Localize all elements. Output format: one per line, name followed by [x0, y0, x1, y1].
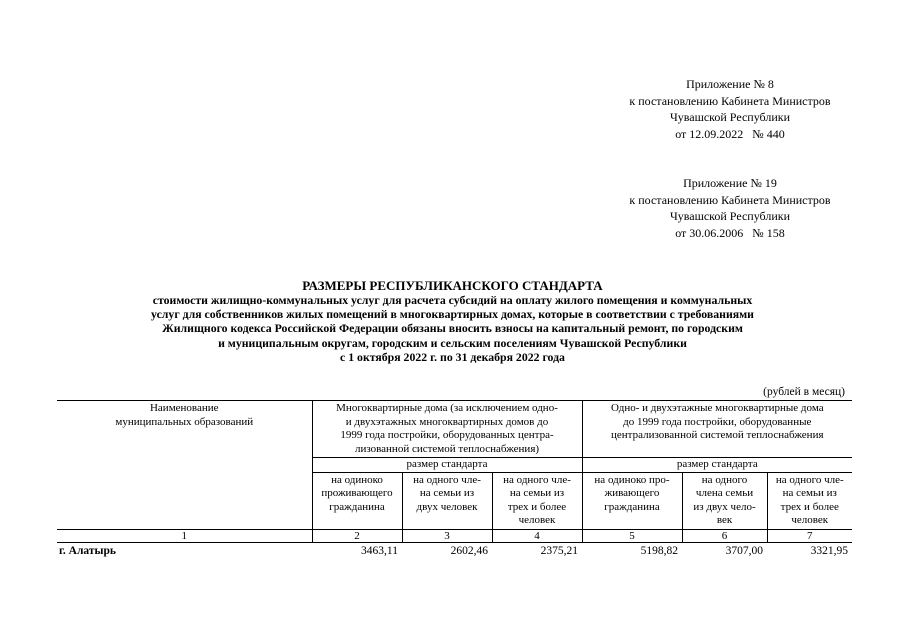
group1-subheader: размер стандарта [312, 458, 582, 473]
annex-8-line: Приложение № 8 [686, 77, 774, 91]
annex-19-line: Чувашской Республики [669, 209, 791, 223]
group-header-low-rise-buildings: Одно- и двухэтажные многоквартирные дома до 1999 года постройки, оборудованные централизованной системой теплоснабжения [582, 401, 852, 458]
standards-table [57, 400, 852, 558]
annex-8-line: к постановлению Кабинета Министров [629, 93, 831, 108]
table-cell: 5198,82 [640, 544, 679, 557]
subtitle-line: Жилищного кодекса Российской Федерации обязаны вносить взносы на капитальный ремонт, по городским [162, 321, 743, 336]
column-header-municipality: Наименование муниципальных образований [57, 401, 312, 530]
column-number: 2 [312, 529, 402, 542]
annex-8-line: от 12.09.2022 № 440 [675, 126, 785, 141]
column-header-three-plus-family: на одного чле- на семьи из трех и более человек [492, 472, 582, 529]
table-cell: 2602,46 [450, 544, 488, 557]
document-title: РАЗМЕРЫ РЕСПУБЛИКАНСКОГО СТАНДАРТА [302, 278, 603, 293]
column-number: 3 [402, 529, 492, 542]
annex-19-block [580, 175, 880, 241]
annex-8-block [580, 76, 880, 142]
column-header-two-person-family: на одного члена семьи из двух чело- век [682, 472, 767, 529]
units-note: (рублей в месяц) [763, 386, 845, 398]
column-header-two-person-family: на одного чле- на семьи из двух человек [402, 472, 492, 529]
column-header-three-plus-family: на одного чле- на семьи из трех и более человек [767, 472, 852, 529]
table-cell: 3321,95 [810, 544, 849, 557]
subtitle-line: и муниципальным округам, городским и сельским поселениям Чувашской Республики [218, 335, 687, 350]
table-row [57, 542, 852, 558]
group-header-apartment-buildings: Многоквартирные дома (за исключением одно- и двухэтажных многоквартирных домов до 1999 года постройки, оборудованных центра- лизованной системой теплоснабжения) [312, 401, 582, 458]
table-cell: 3463,11 [361, 544, 398, 557]
annex-8-line: Чувашской Республики [669, 110, 791, 124]
annex-19-line: от 30.06.2006 № 158 [675, 225, 785, 240]
group2-subheader: размер стандарта [582, 458, 852, 473]
annex-19-line: к постановлению Кабинета Министров [629, 192, 831, 207]
document-subtitle [60, 293, 845, 364]
table-cell: 3707,00 [725, 544, 764, 557]
column-number: 4 [492, 529, 582, 542]
subtitle-line: услуг для собственников жилых помещений в многоквартирных домах, которые в соответствии с требованиями [151, 307, 754, 322]
column-header-single-resident: на одиноко про- живающего гражданина [582, 472, 682, 529]
municipality-name: г. Алатырь [59, 544, 116, 557]
subtitle-line: стоимости жилищно-коммунальных услуг для расчета субсидий на оплату жилого помещения и коммунальных [152, 293, 753, 307]
column-number: 6 [682, 529, 767, 542]
column-header-single-resident: на одиноко проживающего гражданина [312, 472, 402, 529]
table-cell: 2375,21 [540, 544, 579, 557]
column-number: 1 [57, 529, 312, 542]
column-number: 7 [767, 529, 852, 542]
annex-19-line: Приложение № 19 [683, 176, 777, 190]
column-number: 5 [582, 529, 682, 542]
subtitle-line: с 1 октября 2022 г. по 31 декабря 2022 года [340, 349, 565, 364]
